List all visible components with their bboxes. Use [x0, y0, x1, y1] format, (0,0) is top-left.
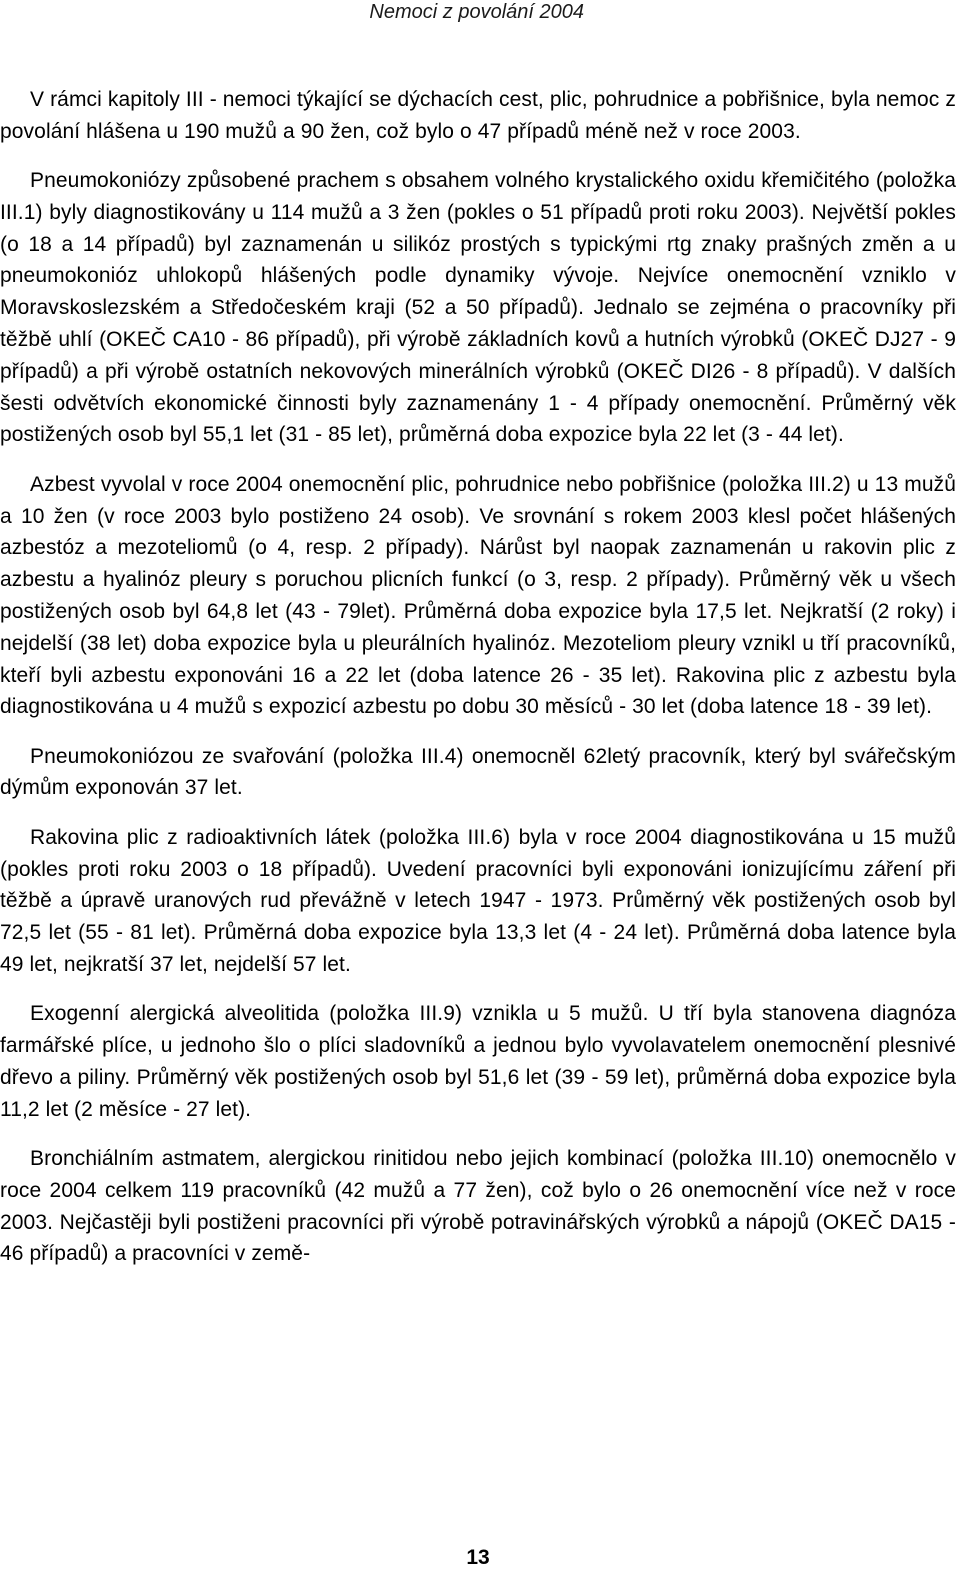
paragraph-chapter-iii-intro: V rámci kapitoly III - nemoci týkající se dýchacích cest, plic, pohrudnice a pobřišnice, byla nemoc z povolání hlášena u 190 mužů a 90 žen, což bylo o 47 případů méně než v roce 2003.: [0, 88, 956, 143]
page-number: 13: [466, 1546, 490, 1569]
running-header: Nemoci z povolání 2004: [369, 1, 584, 23]
paragraph-asbestos: Azbest vyvolal v roce 2004 onemocnění plic, pohrudnice nebo pobřišnice (položka III.2) u 13 mužů a 10 žen (v roce 2003 bylo postiženo 24 osob). Ve srovnání s rokem 2003 klesl počet hlášených azbestóz a mezoteliomů (o 4, resp. 2 případy). Nárůst byl naopak zaznamenán u rakovin plic z azbestu a hyalinóz pleury s poruchou plicních funkcí (o 3, resp. 2 případy). Průměrný věk u všech postižených osob byl 64,8 let (43 - 79let). Průměrná doba expozice byla 17,5 let. Nejkratší (2 roky) i nejdelší (38 let) doba expozice byla u pleurálních hyalinóz. Mezoteliom pleury vznikl u tří pracovníků, kteří byli azbestu exponováni 16 a 22 let (doba latence 26 - 35 let). Rakovina plic z azbestu byla diagnostikována u 4 mužů s expozicí azbestu po dobu 30 měsíců - 30 let (doba latence 18 - 39 let).: [0, 472, 956, 719]
paragraph-asthma: Bronchiálním astmatem, alergickou rinitidou nebo jejich kombinací (položka III.10) onemocnělo v roce 2004 celkem 119 pracovníků (42 mužů a 77 žen), což bylo o 26 onemocnění více než v roce 2003. Nejčastěji byli postiženi pracovníci při výrobě potravinářských výrobků a nápojů (OKEČ DA15 - 46 případů) a pracovníci v země-: [0, 1146, 956, 1266]
document-body: [0, 84, 956, 1288]
paragraph-radioactive: Rakovina plic z radioaktivních látek (položka III.6) byla v roce 2004 diagnostikována u 15 mužů (pokles proti roku 2003 o 18 případů). Uvedení pracovníci byli exponováni ionizujícímu záření při těžbě a úpravě uranových rud převážně v letech 1947 - 1973. Průměrný věk postižených osob byl 72,5 let (55 - 81 let). Průměrná doba expozice byla 13,3 let (4 - 24 let). Průměrná doba latence byla 49 let, nejkratší 37 let, nejdelší 57 let.: [0, 825, 956, 976]
paragraph-welding: Pneumokoniózou ze svařování (položka III.4) onemocněl 62letý pracovník, který byl svářečským dýmům exponován 37 let.: [0, 744, 956, 800]
paragraph-alveolitis: Exogenní alergická alveolitida (položka III.9) vznikla u 5 mužů. U tří byla stanovena diagnóza farmářské plíce, u jednoho šlo o plíci sladovníků a jednou bylo vyvolavatelem onemocnění plesnivé dřevo a piliny. Průměrný věk postižených osob byl 51,6 let (39 - 59 let), průměrná doba expozice byla 11,2 let (2 měsíce - 27 let).: [0, 1002, 956, 1121]
paragraph-pneumoconioses: Pneumokoniózy způsobené prachem s obsahem volného krystalického oxidu křemičitého (položka III.1) byly diagnostikovány u 114 mužů a 3 žen (pokles o 51 případů proti roku 2003). Největší pokles (o 18 a 14 případů) byl zaznamenán u silikóz prostých s typickými rtg znaky prašných změn a u pneumokonióz uhlokopů hlášených podle dynamiky vývoje. Nejvíce onemocnění vzniklo v Moravskoslezském a Středočeském kraji (52 a 50 případů). Jednalo se zejména o pracovníky při těžbě uhlí (OKEČ CA10 - 86 případů), při výrobě základních kovů a hutních výrobků (OKEČ DJ27 - 9 případů) a při výrobě ostatních nekovových minerálních výrobků (OKEČ DI26 - 8 případů). V dalších šesti odvětvích ekonomické činnosti byly zaznamenány 1 - 4 případy onemocnění. Průměrný věk postižených osob byl 55,1 let (31 - 85 let), průměrná doba expozice byla 22 let (3 - 44 let).: [0, 169, 956, 447]
